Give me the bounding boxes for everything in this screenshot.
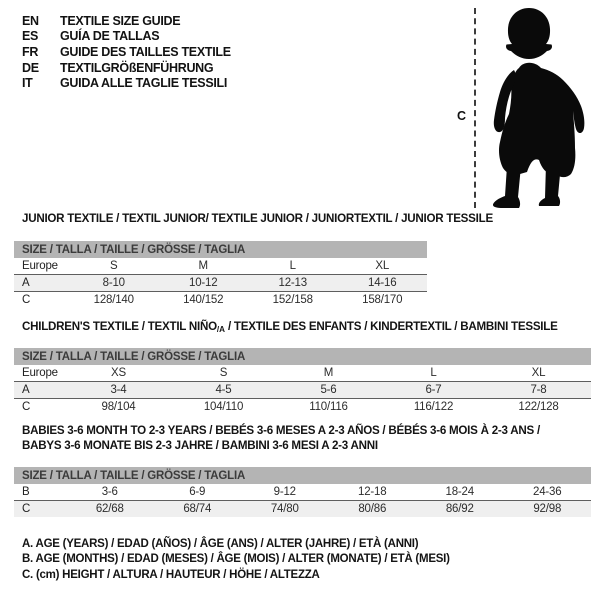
size-cell: L: [248, 258, 338, 275]
size-cell: 122/128: [518, 401, 559, 413]
lang-code: ES: [22, 29, 39, 44]
size-cell: 140/152: [183, 294, 224, 306]
lang-code: IT: [22, 76, 33, 91]
table-row-height: [14, 292, 427, 309]
table-row-age: [14, 382, 591, 399]
size-cell: 7-8: [486, 382, 591, 399]
size-cell: 10-12: [159, 275, 249, 292]
lang-code: FR: [22, 44, 39, 59]
lang-title: TEXTILGRÖßENFÜHRUNG: [60, 60, 214, 75]
babies-table-section: [14, 424, 591, 516]
table-row-age: [14, 275, 427, 292]
lang-line-es: [22, 29, 231, 45]
junior-table-section: [14, 212, 493, 312]
row-label: A: [14, 382, 66, 399]
lang-line-fr: [22, 44, 231, 60]
size-cell: 3-4: [66, 382, 171, 399]
size-cell: M: [159, 258, 249, 275]
lang-title: TEXTILE SIZE GUIDE: [60, 13, 181, 28]
size-cell: 5-6: [276, 382, 381, 399]
size-cell: 4-5: [171, 382, 276, 399]
note-age-months: B. AGE (MONTHS) / EDAD (MESES) / ÂGE (MOIS) / ALTER (MONATE) / ETÀ (MESI): [22, 553, 450, 566]
size-cell: XS: [66, 365, 171, 382]
size-cell: 3-6: [66, 484, 154, 501]
size-cell: XL: [486, 365, 591, 382]
lang-title: GUIDE DES TAILLES TEXTILE: [60, 44, 231, 59]
figure-block: [452, 6, 598, 214]
note-height-cm: C. (cm) HEIGHT / ALTURA / HAUTEUR / HÖHE / ALTEZZA: [22, 568, 320, 581]
row-label: C: [14, 501, 66, 518]
title-suffix: / TEXTILE DES ENFANTS / KINDERTEXTIL / BAMBINI TESSILE: [225, 320, 558, 333]
size-cell: 14-16: [338, 275, 428, 292]
size-cell: 110/116: [309, 401, 348, 413]
size-cell: 158/170: [362, 294, 403, 306]
row-label: C: [22, 401, 31, 413]
size-cell: 12-18: [329, 484, 417, 501]
table-row-months: [14, 484, 591, 501]
baby-silhouette-icon: [483, 6, 588, 208]
table-row-europe: [14, 365, 591, 382]
table-row-europe: [14, 258, 427, 275]
size-cell: 98/104: [101, 401, 136, 413]
size-cell: 12-13: [248, 275, 338, 292]
size-cell: XL: [338, 258, 428, 275]
babies-table-title-line2: BABYS 3-6 MONATE BIS 2-3 JAHRE / BAMBINI 3-6 MESI A 2-3 ANNI: [22, 438, 378, 452]
row-label: C: [22, 294, 31, 306]
size-header-bar: SIZE / TALLA / TAILLE / GRÖSSE / TAGLIA: [14, 348, 591, 365]
lang-line-it: [22, 75, 231, 91]
size-header-bar: SIZE / TALLA / TAILLE / GRÖSSE / TAGLIA: [14, 467, 591, 484]
size-cell: S: [69, 258, 159, 275]
table-row-height: [14, 501, 591, 518]
lang-title: GUÍA DE TALLAS: [60, 29, 160, 44]
children-table-title: [22, 320, 591, 338]
size-cell: 18-24: [416, 484, 504, 501]
size-cell: 116/122: [413, 401, 454, 413]
junior-table: [14, 241, 427, 308]
size-cell: S: [171, 365, 276, 382]
row-label: B: [14, 484, 66, 501]
size-cell: 6-7: [381, 382, 486, 399]
size-cell: L: [381, 365, 486, 382]
lang-line-en: [22, 13, 231, 29]
children-table-section: [14, 320, 591, 416]
junior-table-title: JUNIOR TEXTILE / TEXTIL JUNIOR/ TEXTILE JUNIOR / JUNIORTEXTIL / JUNIOR TESSILE: [22, 212, 493, 225]
size-header-bar: SIZE / TALLA / TAILLE / GRÖSSE / TAGLIA: [14, 241, 427, 258]
size-cell: 68/74: [154, 501, 242, 518]
babies-table-title-line1: BABIES 3-6 MONTH TO 2-3 YEARS / BEBÉS 3-6 MESES A 2-3 AÑOS / BÉBÉS 3-6 MOIS À 2-3 ANS /: [22, 424, 540, 437]
lang-code: EN: [22, 13, 39, 28]
lang-title: GUIDA ALLE TAGLIE TESSILI: [60, 76, 228, 91]
size-cell: M: [276, 365, 381, 382]
title-prefix: CHILDREN'S TEXTILE / TEXTIL NIÑO: [22, 320, 217, 333]
size-cell: 24-36: [504, 484, 592, 501]
size-cell: 62/68: [66, 501, 154, 518]
babies-table: [14, 467, 591, 517]
lang-line-de: [22, 60, 231, 76]
row-label: Europe: [14, 365, 66, 382]
size-cell: 128/140: [93, 294, 134, 306]
size-cell: 92/98: [504, 501, 592, 518]
size-cell: 152/158: [272, 294, 313, 306]
size-cell: 104/110: [203, 401, 244, 413]
legend-notes: [22, 537, 450, 583]
table-row-height: [14, 399, 591, 416]
row-label: Europe: [14, 258, 69, 275]
note-age-years: A. AGE (YEARS) / EDAD (AÑOS) / ÂGE (ANS) / ALTER (JAHRE) / ETÀ (ANNI): [22, 538, 419, 550]
language-header: [22, 13, 231, 91]
size-cell: 80/86: [329, 501, 417, 518]
size-cell: 8-10: [69, 275, 159, 292]
size-cell: 86/92: [416, 501, 504, 518]
lang-code: DE: [22, 60, 39, 75]
row-label: A: [14, 275, 69, 292]
title-subscript: /A: [216, 325, 225, 334]
size-cell: 6-9: [154, 484, 242, 501]
height-measure-label: C: [457, 109, 467, 123]
height-dashed-line-icon: [474, 8, 476, 208]
children-table: [14, 348, 591, 415]
size-cell: 74/80: [241, 501, 329, 518]
size-cell: 9-12: [241, 484, 329, 501]
